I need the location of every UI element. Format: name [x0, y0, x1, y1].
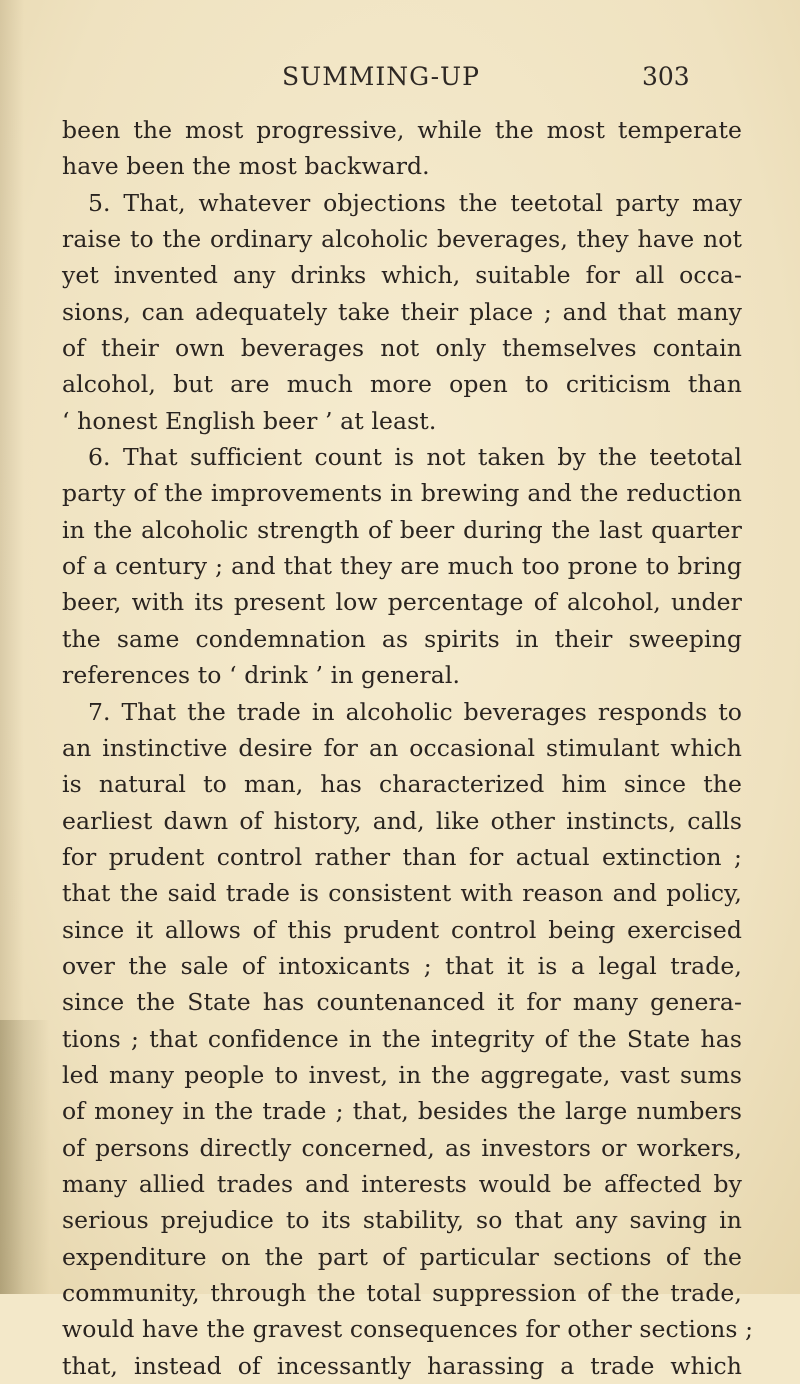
- text-line: would have the gravest consequences for other sections ;: [62, 1315, 754, 1344]
- text-line: expenditure on the part of particular sections of the: [62, 1242, 742, 1271]
- text-line: an instinctive desire for an occasional stimulant which: [62, 733, 742, 762]
- text-line: is natural to man, has characterized him since the: [62, 770, 742, 799]
- text-line: party of the improvements in brewing and the reduction: [62, 479, 742, 508]
- text-line: for prudent control rather than for actual extinction ;: [62, 842, 742, 871]
- text-line: tions ; that confidence in the integrity of the State has: [62, 1024, 742, 1053]
- text-line: of persons directly concerned, as investors or workers,: [62, 1133, 742, 1162]
- body-text: [62, 112, 754, 1384]
- text-line: that, instead of incessantly harassing a trade which: [62, 1351, 742, 1380]
- page-edge-stain: [0, 1020, 50, 1294]
- running-head: [0, 62, 800, 102]
- text-line: many allied trades and interests would be affected by: [62, 1169, 742, 1198]
- text-line: 5. That, whatever objections the teetotal party may: [88, 188, 742, 217]
- text-line: alcohol, but are much more open to criticism than: [62, 370, 742, 399]
- text-line: the same condemnation as spirits in their sweeping: [62, 624, 742, 653]
- text-line: 7. That the trade in alcoholic beverages responds to: [88, 697, 742, 726]
- text-line: that the said trade is consistent with reason and policy,: [62, 879, 742, 908]
- text-line: references to ‘ drink ’ in general.: [62, 661, 461, 690]
- text-line: since the State has countenanced it for many genera-: [62, 988, 742, 1017]
- text-line: of their own beverages not only themselves contain: [62, 334, 742, 363]
- text-line: have been the most backward.: [62, 152, 430, 181]
- text-line: raise to the ordinary alcoholic beverages, they have not: [62, 225, 742, 254]
- text-line: of a century ; and that they are much too prone to bring: [62, 552, 742, 581]
- text-line: led many people to invest, in the aggregate, vast sums: [62, 1060, 742, 1089]
- text-line: been the most progressive, while the most temperate: [62, 116, 742, 144]
- text-line: over the sale of intoxicants ; that it is a legal trade,: [62, 951, 742, 980]
- text-line: beer, with its present low percentage of alcohol, under: [62, 588, 742, 617]
- text-line: 6. That sufficient count is not taken by the teetotal: [88, 443, 742, 472]
- text-line: serious prejudice to its stability, so that any saving in: [62, 1206, 742, 1235]
- text-line: ‘ honest English beer ’ at least.: [62, 406, 437, 435]
- text-line: since it allows of this prudent control being exercised: [62, 915, 742, 944]
- text-line: of money in the trade ; that, besides the large numbers: [62, 1097, 742, 1126]
- text-line: sions, can adequately take their place ; and that many: [62, 297, 742, 326]
- text-line: yet invented any drinks which, suitable for all occa-: [62, 261, 742, 290]
- text-line: community, through the total suppression of the trade,: [62, 1279, 742, 1307]
- page-number: 303: [642, 62, 690, 91]
- text-line: in the alcoholic strength of beer during the last quarter: [62, 515, 742, 544]
- running-head-title: SUMMING-UP: [282, 62, 480, 91]
- text-line: earliest dawn of history, and, like other instincts, calls: [62, 806, 742, 835]
